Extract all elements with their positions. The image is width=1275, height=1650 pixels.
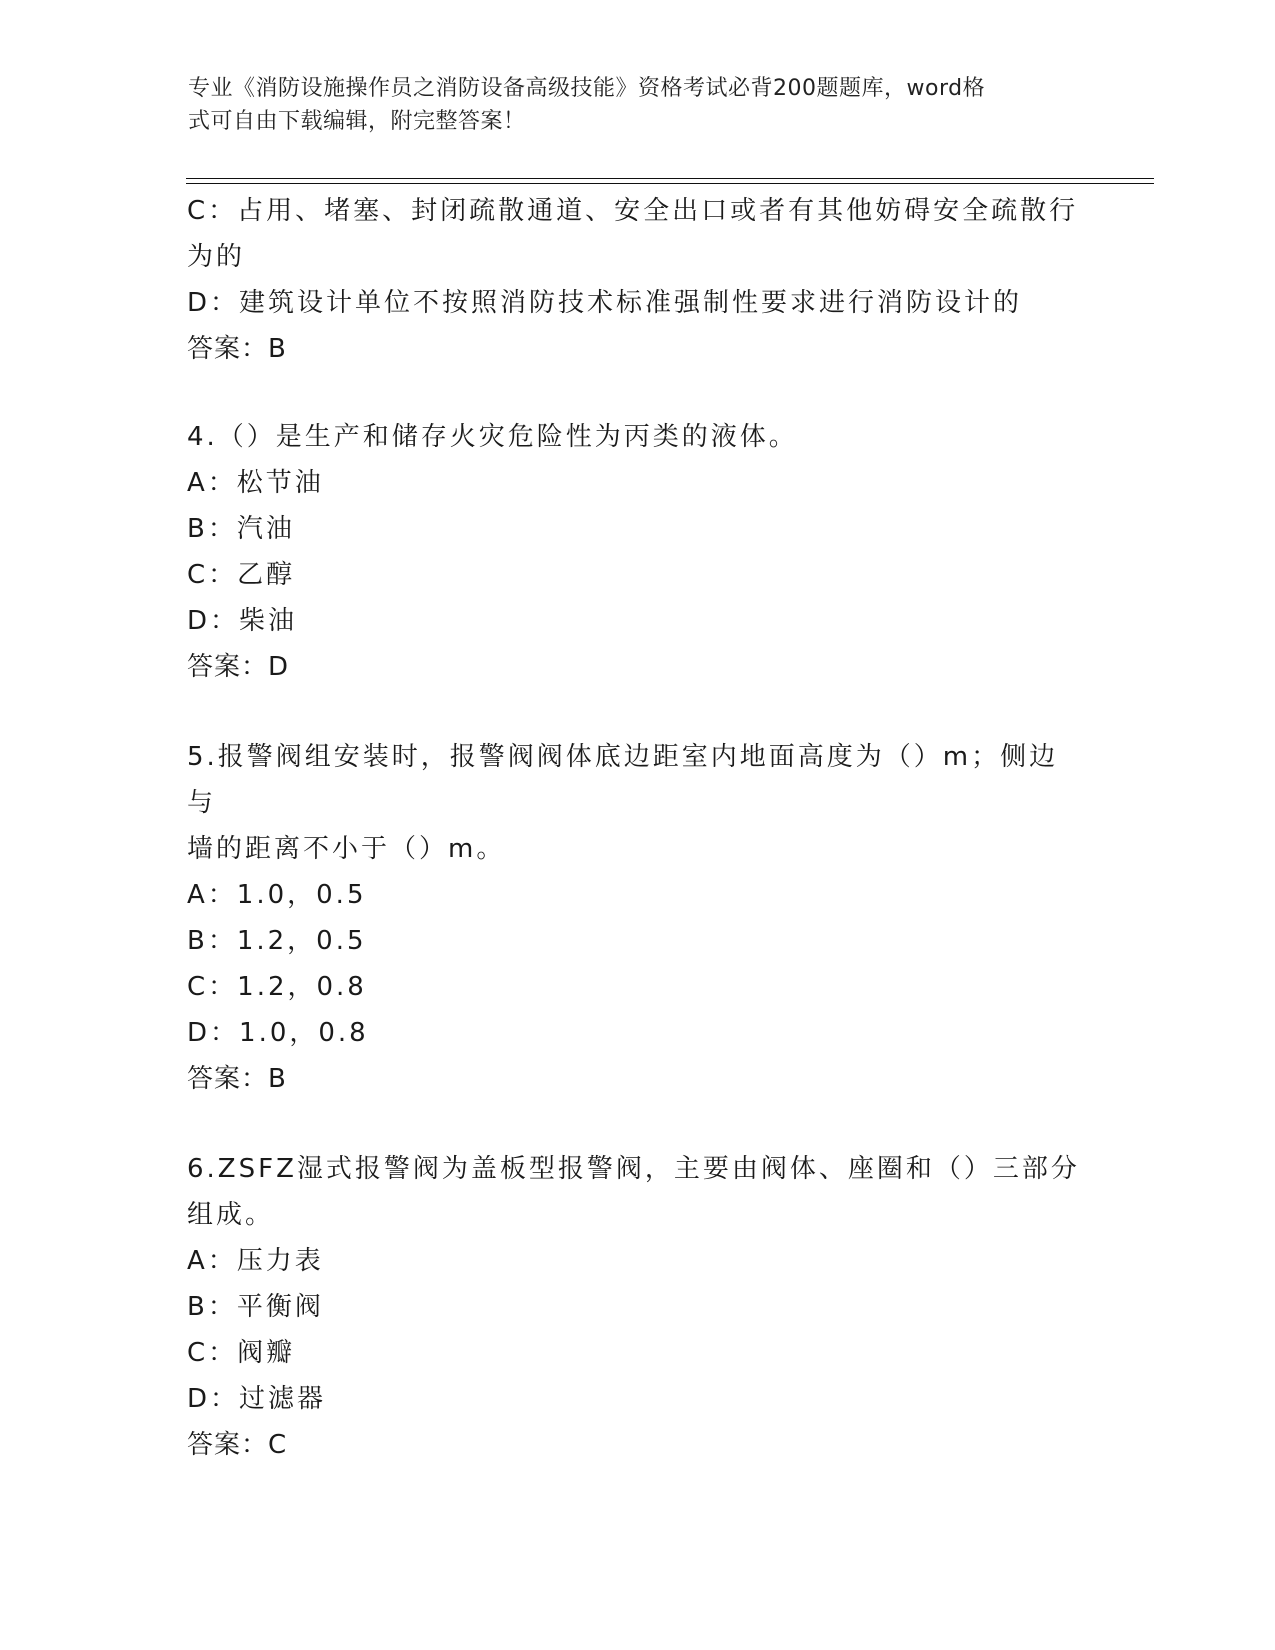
header-line-1: 专业《消防设施操作员之消防设备高级技能》资格考试必背200题题库，word格 — [188, 76, 986, 101]
question-stem-line-1: 5.报警阀组安装时，报警阀阀体底边距室内地面高度为（）m；侧边与 — [187, 742, 1059, 818]
question-stem-line-1: 6.ZSFZ湿式报警阀为盖板型报警阀，主要由阀体、座圈和（）三部分 — [187, 1154, 1080, 1184]
option-d: D：1.0，0.8 — [187, 1018, 369, 1048]
question-5 — [187, 734, 1087, 1102]
header-divider-bottom — [186, 183, 1154, 184]
option-c: C：1.2，0.8 — [187, 972, 367, 1002]
question-stem-line-2: 墙的距离不小于（）m。 — [187, 834, 506, 864]
option-a: A：压力表 — [187, 1246, 324, 1276]
answer: 答案：D — [187, 652, 290, 682]
question-stem: 4.（）是生产和储存火灾危险性为丙类的液体。 — [187, 422, 798, 452]
header-line-2: 式可自由下载编辑，附完整答案！ — [188, 109, 526, 134]
question-4 — [187, 414, 1087, 690]
question-3-tail — [187, 188, 1087, 372]
option-a: A：松节油 — [187, 468, 324, 498]
option-c: C：阀瓣 — [187, 1338, 296, 1368]
question-6 — [187, 1146, 1087, 1468]
option-c-line-1: C：占用、堵塞、封闭疏散通道、安全出口或者有其他妨碍安全疏散行 — [187, 196, 1079, 226]
spacer — [187, 1102, 1087, 1146]
option-d: D：建筑设计单位不按照消防技术标准强制性要求进行消防设计的 — [187, 288, 1023, 318]
option-b: B：汽油 — [187, 514, 295, 544]
option-c-line-2: 为的 — [187, 242, 246, 272]
answer: 答案：B — [187, 1064, 287, 1094]
spacer — [187, 690, 1087, 734]
option-b: B：1.2，0.5 — [187, 926, 367, 956]
question-stem-line-2: 组成。 — [187, 1200, 275, 1230]
answer: 答案：B — [187, 334, 287, 364]
option-a: A：1.0，0.5 — [187, 880, 367, 910]
option-c: C：乙醇 — [187, 560, 296, 590]
option-d: D：柴油 — [187, 606, 298, 636]
header-divider-top — [186, 178, 1154, 179]
document-header — [188, 72, 1068, 138]
spacer — [187, 372, 1087, 414]
option-b: B：平衡阀 — [187, 1292, 324, 1322]
option-d: D：过滤器 — [187, 1384, 327, 1414]
answer: 答案：C — [187, 1430, 288, 1460]
document-body — [187, 188, 1087, 1468]
